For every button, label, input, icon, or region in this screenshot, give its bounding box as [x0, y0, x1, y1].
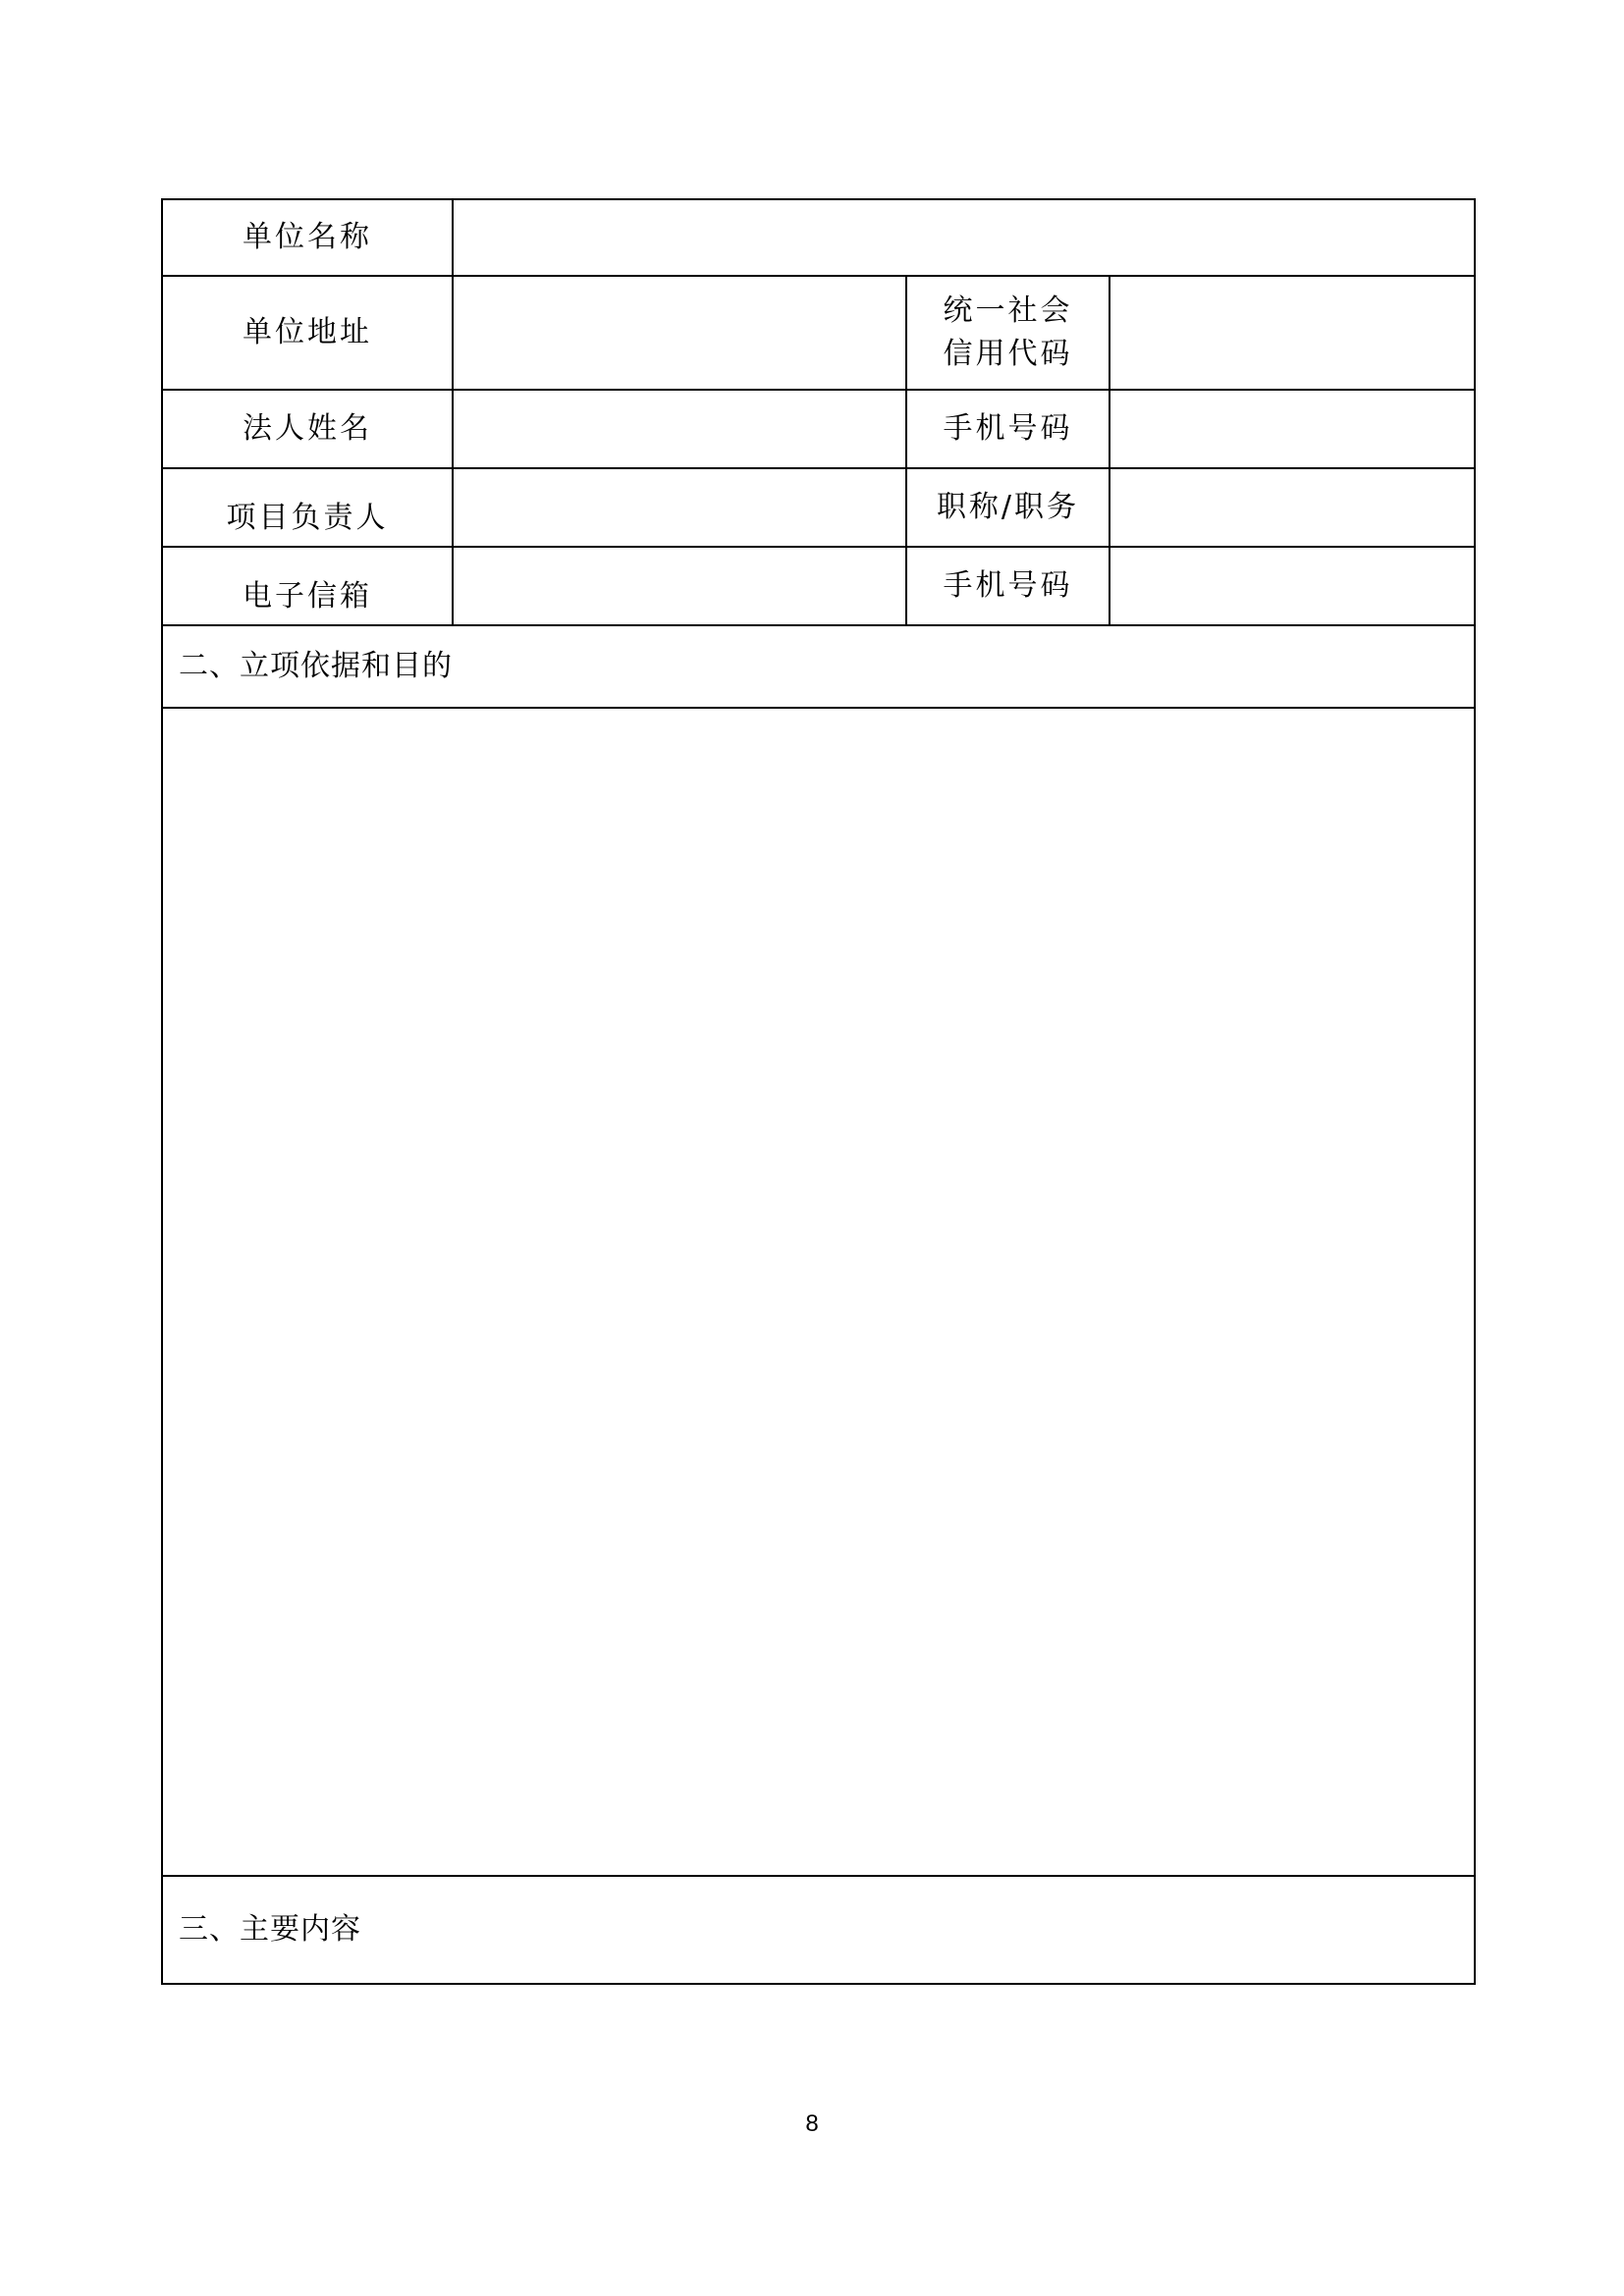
- credit-code-label: [906, 276, 1110, 390]
- credit-code-label-line2: 信用代码: [943, 337, 1073, 371]
- basis-section-heading: 二、立项依据和目的: [162, 625, 1475, 708]
- credit-code-label-line1: 统一社会: [943, 294, 1073, 328]
- row-basis-body: [162, 708, 1475, 1876]
- legal-person-field[interactable]: [453, 390, 906, 468]
- content-section-heading: 三、主要内容: [162, 1876, 1475, 1984]
- email-field[interactable]: [453, 547, 906, 625]
- legal-phone-field[interactable]: [1110, 390, 1475, 468]
- unit-address-field[interactable]: [453, 276, 906, 390]
- leader-phone-label: 手机号码: [906, 547, 1110, 625]
- row-content-heading: [162, 1876, 1475, 1984]
- row-unit-name: [162, 199, 1475, 276]
- row-legal-person: [162, 390, 1475, 468]
- project-leader-label: 项目负责人: [162, 468, 453, 547]
- title-position-label: 职称/职务: [906, 468, 1110, 547]
- project-leader-field[interactable]: [453, 468, 906, 547]
- credit-code-field[interactable]: [1110, 276, 1475, 390]
- row-project-leader: [162, 468, 1475, 547]
- row-unit-address: [162, 276, 1475, 390]
- row-email: [162, 547, 1475, 625]
- unit-address-label: 单位地址: [162, 276, 453, 390]
- leader-phone-field[interactable]: [1110, 547, 1475, 625]
- application-form-table: [161, 198, 1476, 1985]
- unit-name-label: 单位名称: [162, 199, 453, 276]
- row-basis-heading: [162, 625, 1475, 708]
- legal-person-label: 法人姓名: [162, 390, 453, 468]
- unit-name-field[interactable]: [453, 199, 1475, 276]
- email-label: 电子信箱: [162, 547, 453, 625]
- title-position-field[interactable]: [1110, 468, 1475, 547]
- page-number: 8: [805, 2110, 819, 2137]
- legal-phone-label: 手机号码: [906, 390, 1110, 468]
- basis-section-body[interactable]: [162, 708, 1475, 1876]
